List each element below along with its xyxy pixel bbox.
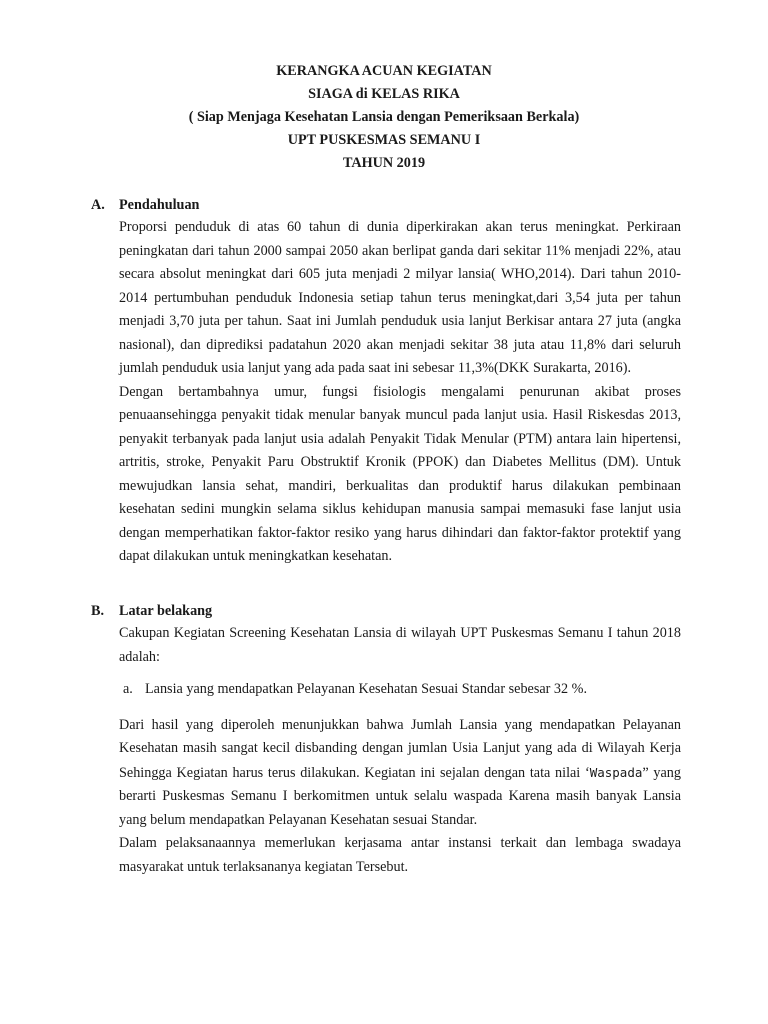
paragraph: Dalam pelaksanaannya memerlukan kerjasama antar instansi terkait dan lembaga swadaya masyarakat untuk terlaksananya kegiatan Tersebut. bbox=[119, 835, 681, 875]
list-item bbox=[123, 678, 681, 702]
paragraph bbox=[119, 714, 681, 833]
section-letter: A. bbox=[91, 197, 105, 213]
list-item-text: Lansia yang mendapatkan Pelayanan Kesehatan Sesuai Standar sebesar 32 %. bbox=[145, 681, 588, 697]
paragraph-text: ” yang berarti Puskesmas Semanu I berkomitmen untuk selalu waspada Karena masih banyak Lansia yang belum mendapatkan Pelayanan Kesehatan sesuai Standar. bbox=[119, 764, 681, 828]
section-heading bbox=[91, 195, 681, 216]
title-line-4: UPT PUSKESMAS SEMANU I bbox=[287, 132, 481, 148]
section-heading bbox=[91, 601, 681, 622]
paragraph: Cakupan Kegiatan Screening Kesehatan Lansia di wilayah UPT Puskesmas Semanu I tahun 2018 adalah: bbox=[119, 625, 681, 665]
paragraph-text: Dari hasil yang diperoleh menunjukkan bahwa Jumlah Lansia yang mendapatkan Pelayanan Kesehatan masih sangat kecil disbanding dengan jumlan Usia Lanjut yang ada di Wilayah Kerja Sehingga Kegiatan harus terus dilakukan. Kegiatan ini sejalan dengan tata nilai ‘ bbox=[119, 716, 681, 781]
paragraph: Proporsi penduduk di atas 60 tahun di dunia diperkirakan akan terus meningkat. Perkiraan peningkatan dari tahun 2000 sampai 2050 akan berlipat ganda dari sekitar 11% menjadi 22%, atau secara absolut meningkat dari 605 juta menjadi 2 milyar lansia( WHO,2014). Dari tahun 2010-2014 pertumbuhan penduduk Indonesia setiap tahun terus meningkat,dari 3,54 juta per tahun menjadi 3,70 juta per tahun. Saat ini Jumlah penduduk usia lanjut Berkisar antara 27 juta (angka nasional), dan diprediksi padatahun 2020 akan menjadi sekitar 38 juta atau 11,8% dari seluruh jumlah penduduk usia lanjut yang ada pada saat ini sebesar 11,3%(DKK Surakarta, 2016). bbox=[119, 219, 681, 376]
title-line-2: SIAGA di KELAS RIKA bbox=[308, 86, 460, 102]
paragraph: Dengan bertambahnya umur, fungsi fisiologis mengalami penurunan akibat proses penuaansehingga penyakit tidak menular banyak muncul pada lanjut usia. Hasil Riskesdas 2013, penyakit terbanyak pada lanjut usia adalah Penyakit Tidak Menular (PTM) antara lain hipertensi, artritis, stroke, Penyakit Paru Obstruktif Kronik (PPOK) dan Diabetes Mellitus (DM). Untuk mewujudkan lansia sehat, mandiri, berkualitas dan produktif harus dilakukan pembinaan kesehatan sedini mungkin selama siklus kehidupan manusia sampai memasuki fase lanjut usia dengan memperhatikan faktor-faktor resiko yang harus dihindari dan faktor-faktor protektif yang dapat dilakukan untuk meningkatkan kesehatan. bbox=[119, 383, 681, 564]
section-body bbox=[119, 216, 681, 569]
section-latar-belakang bbox=[91, 601, 681, 879]
title-line-1: KERANGKA ACUAN KEGIATAN bbox=[276, 63, 492, 79]
section-letter: B. bbox=[91, 603, 105, 619]
section-title: Pendahuluan bbox=[119, 197, 200, 213]
title-line-3: ( Siap Menjaga Kesehatan Lansia dengan Pemeriksaan Berkala) bbox=[188, 109, 580, 125]
title-line-5: TAHUN 2019 bbox=[342, 155, 426, 171]
list-marker: a. bbox=[123, 681, 133, 697]
section-body bbox=[119, 714, 681, 880]
emphasized-word: Waspada bbox=[589, 764, 643, 780]
section-title: Latar belakang bbox=[119, 603, 213, 619]
document-title-block bbox=[0, 60, 768, 175]
section-pendahuluan bbox=[91, 195, 681, 569]
section-body bbox=[119, 622, 681, 669]
